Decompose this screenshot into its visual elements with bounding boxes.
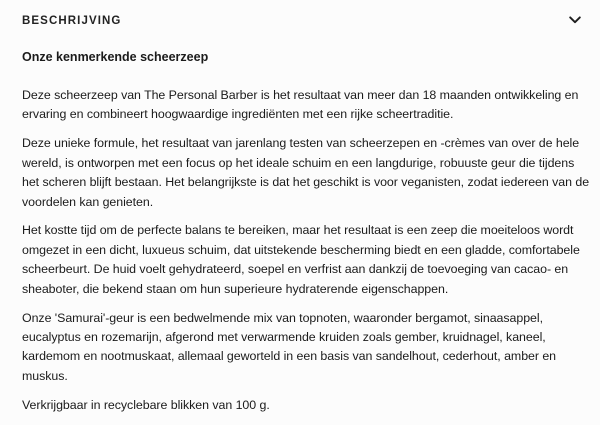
section-title: BESCHRIJVING bbox=[22, 15, 122, 27]
description-paragraph-3: Het kostte tijd om de perfecte balans te bereiken, maar het resultaat is een zeep die moeiteloos wordt omgezet in een dicht, luxueus schuim, dat uitstekende bescherming biedt en een gladde, comfortabele scheerbeurt. De huid voelt gehydrateerd, soepel en verfrist aan dankzij de toevoeging van cacao- en sheaboter, die bekend staan om hun superieure hydraterende eigenschappen. bbox=[22, 223, 580, 296]
description-body bbox=[22, 48, 592, 425]
description-paragraph-1: Deze scheerzeep van The Personal Barber is het resultaat van meer dan 18 maanden ontwikkeling en ervaring en combineert hoogwaardige ingrediënten met een rijke scheertraditie. bbox=[22, 88, 579, 122]
description-paragraph-5: Verkrijgbaar in recyclebare blikken van 100 g. bbox=[22, 397, 270, 412]
description-paragraph-4: Onze 'Samurai'-geur is een bedwelmende mix van topnoten, waaronder bergamot, sinaasappel, eucalyptus en rozemarijn, afgerond met verwarmende kruiden zoals gember, kruidnagel, kaneel, kardemom en nootmuskaat, allemaal geworteld in een basis van sandelhout, cederhout, amber en muskus. bbox=[22, 310, 557, 383]
content-heading: Onze kenmerkende scheerzeep bbox=[22, 50, 209, 64]
description-accordion-header[interactable] bbox=[0, 0, 600, 40]
chevron-down-icon[interactable] bbox=[568, 13, 582, 27]
description-paragraph-2: Deze unieke formule, het resultaat van jarenlang testen van scheerzepen en -crèmes van over de hele wereld, is ontworpen met een focus op het ideale schuim en een langdurige, robuuste geur die tijdens het scheren blijft bestaan. Het belangrijkste is dat het geschikt is voor veganisten, zodat iedereen van de voordelen kan genieten. bbox=[22, 136, 590, 209]
